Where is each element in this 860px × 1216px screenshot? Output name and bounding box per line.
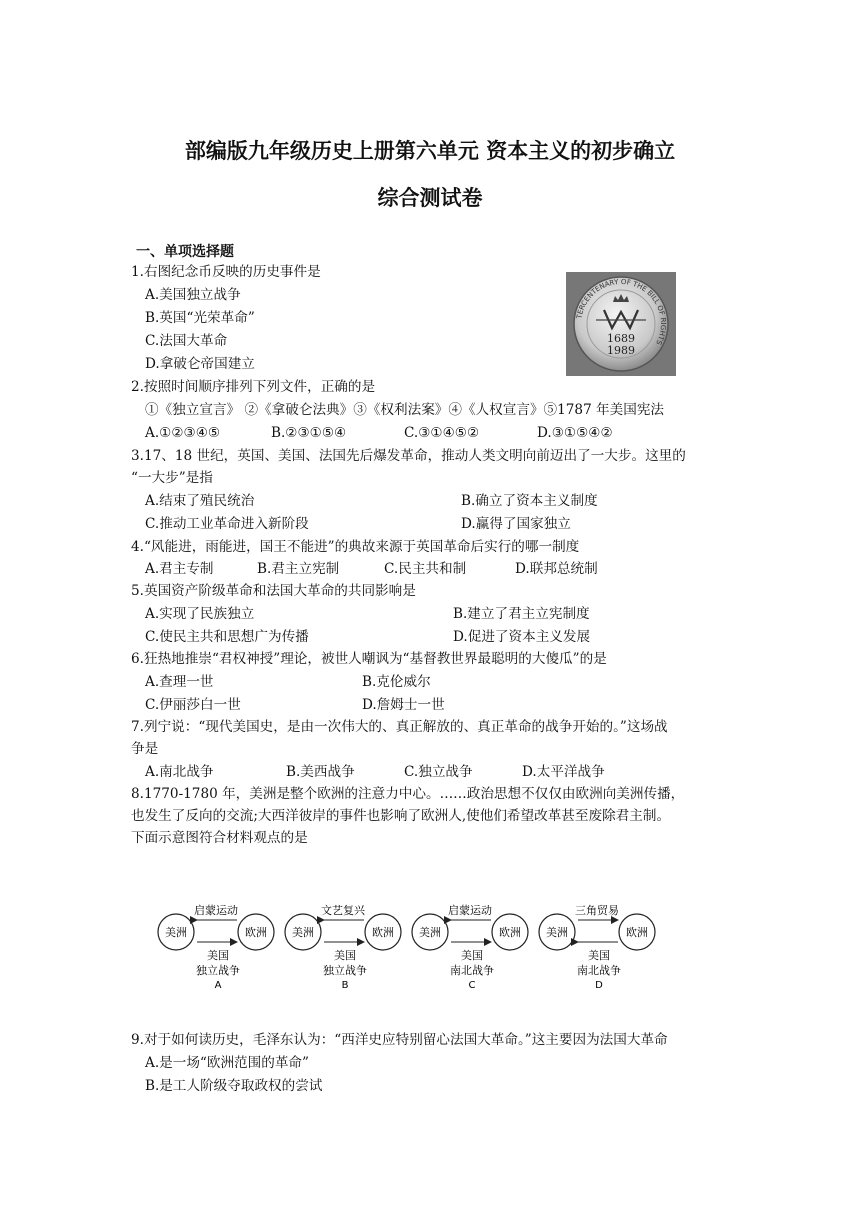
question-6-option-a: A.查理一世: [145, 674, 214, 690]
diagram-c-right-label: 欧洲: [499, 926, 521, 939]
question-7-option-a: A.南北战争: [145, 764, 214, 780]
diagram-d-bottom-label-1: 美国: [588, 949, 610, 962]
diagram-d-left-label: 美洲: [546, 926, 568, 939]
question-2-option-c: C.③①④⑤②: [404, 425, 480, 441]
question-8-diagrams: [157, 900, 667, 996]
diagram-d-letter: D: [595, 980, 603, 991]
coin-year-1: 1689: [607, 332, 635, 345]
question-6-option-b: B.克伦威尔: [362, 674, 431, 690]
question-9-option-a: A.是一场“欧洲范围的革命”: [145, 1055, 309, 1071]
diagram-c-bottom-label-2: 南北战争: [450, 964, 494, 977]
diagram-a-letter: A: [214, 980, 222, 991]
question-2-option-a: A.①②③④⑤: [145, 425, 221, 441]
question-1-option-a: A.美国独立战争: [145, 287, 241, 303]
question-1-option-d: D.拿破仑帝国建立: [145, 356, 255, 372]
diagram-c: [412, 903, 528, 991]
question-8-stem-line2: 也发生了反向的交流;大西洋彼岸的事件也影响了欧洲人,使他们希望改革甚至废除君主制。: [131, 808, 671, 824]
diagram-b-top-label: 文艺复兴: [321, 904, 365, 917]
diagram-b-right-label: 欧洲: [372, 926, 394, 939]
question-5-option-a: A.实现了民族独立: [145, 606, 255, 622]
question-6-option-d: D.詹姆士一世: [362, 697, 445, 713]
question-4-option-b: B.君主立宪制: [257, 561, 340, 577]
question-7-stem-line2: 争是: [131, 741, 159, 757]
question-6-option-c: C.伊丽莎白一世: [145, 697, 241, 713]
diagram-a-bottom-label-1: 美国: [207, 949, 229, 962]
question-5-option-b: B.建立了君主立宪制度: [453, 606, 590, 622]
diagram-b-bottom-label-1: 美国: [334, 949, 356, 962]
section-heading: 一、单项选择题: [136, 244, 234, 260]
question-6-stem: 6.狂热地推崇“君权神授”理论，被世人嘲讽为“基督教世界最聪明的大傻瓜”的是: [131, 651, 607, 667]
page-title-line1: 部编版九年级历史上册第六单元 资本主义的初步确立: [184, 139, 676, 163]
question-8-stem-line3: 下面示意图符合材料观点的是: [131, 830, 308, 846]
question-9-option-b: B.是工人阶级夺取政权的尝试: [145, 1078, 323, 1094]
diagram-b-bottom-label-2: 独立战争: [323, 964, 367, 977]
question-3-option-d: D.赢得了国家独立: [461, 516, 571, 532]
question-7-option-c: C.独立战争: [404, 764, 473, 780]
question-9-stem: 9.对于如何读历史，毛泽东认为：“西洋史应特别留心法国大革命。”这主要因为法国大革命: [131, 1032, 668, 1048]
diagram-c-bottom-label-1: 美国: [461, 949, 483, 962]
question-8-stem-line1: 8.1770-1780 年，美洲是整个欧洲的注意力中心。……政治思想不仅仅由欧洲向美洲传播，: [131, 786, 685, 802]
diagram-a-bottom-label-2: 独立战争: [196, 964, 240, 977]
diagram-b-left-label: 美洲: [292, 926, 314, 939]
coin-ring-text: TERCENTENARY OF THE BILL OF RIGHTS: [575, 277, 668, 346]
question-4-option-c: C.民主共和制: [384, 561, 467, 577]
question-3-option-b: B.确立了资本主义制度: [461, 493, 598, 509]
question-4-option-a: A.君主专制: [145, 561, 214, 577]
diagram-d-right-label: 欧洲: [626, 926, 648, 939]
diagram-b-letter: B: [341, 980, 349, 991]
diagram-c-left-label: 美洲: [419, 926, 441, 939]
question-3-option-a: A.结束了殖民统治: [145, 493, 255, 509]
question-3-option-c: C.推动工业革命进入新阶段: [145, 516, 309, 532]
commemorative-coin-image: [566, 272, 676, 376]
question-2-stem: 2.按照时间顺序排列下列文件，正确的是: [131, 379, 376, 395]
question-4-stem: 4.“风能进，雨能进，国王不能进”的典故来源于英国革命后实行的哪一制度: [131, 539, 580, 555]
diagram-c-top-label: 启蒙运动: [448, 904, 492, 917]
question-3-stem-line1: 3.17、18 世纪，英国、美国、法国先后爆发革命，推动人类文明向前迈出了一大步。这里的: [131, 448, 686, 464]
diagram-a-right-label: 欧洲: [245, 926, 267, 939]
question-2-option-d: D.③①⑤④②: [537, 425, 613, 441]
question-7-option-d: D.太平洋战争: [522, 764, 605, 780]
diagram-a-left-label: 美洲: [165, 926, 187, 939]
question-2-option-b: B.②③①⑤④: [271, 425, 347, 441]
question-1-option-c: C.法国大革命: [145, 333, 228, 349]
diagram-d-top-label: 三角贸易: [575, 904, 619, 917]
question-2-items: ①《独立宣言》 ②《拿破仑法典》③《权利法案》④《人权宣言》⑤1787 年美国宪法: [145, 402, 665, 418]
question-5-option-c: C.使民主共和思想广为传播: [145, 629, 309, 645]
question-4-option-d: D.联邦总统制: [515, 561, 598, 577]
question-5-option-d: D.促进了资本主义发展: [453, 629, 591, 645]
diagram-a: [158, 903, 274, 991]
question-7-option-b: B.美西战争: [286, 764, 355, 780]
coin-year-2: 1989: [607, 344, 635, 357]
question-1-stem: 1.右图纪念币反映的历史事件是: [131, 264, 321, 280]
question-1-option-b: B.英国“光荣革命”: [145, 310, 255, 326]
diagram-a-top-label: 启蒙运动: [194, 904, 238, 917]
diagram-c-letter: C: [468, 980, 476, 991]
question-3-stem-line2: “一大步”是指: [131, 470, 213, 486]
diagram-d: [539, 903, 655, 991]
question-7-stem-line1: 7.列宁说：“现代美国史，是由一次伟大的、真正解放的、真正革命的战争开始的。”这场战: [131, 719, 668, 735]
diagram-b: [285, 904, 401, 991]
diagram-d-bottom-label-2: 南北战争: [577, 964, 621, 977]
question-5-stem: 5.英国资产阶级革命和法国大革命的共同影响是: [131, 583, 416, 599]
page-title-line2: 综合测试卷: [377, 186, 483, 210]
